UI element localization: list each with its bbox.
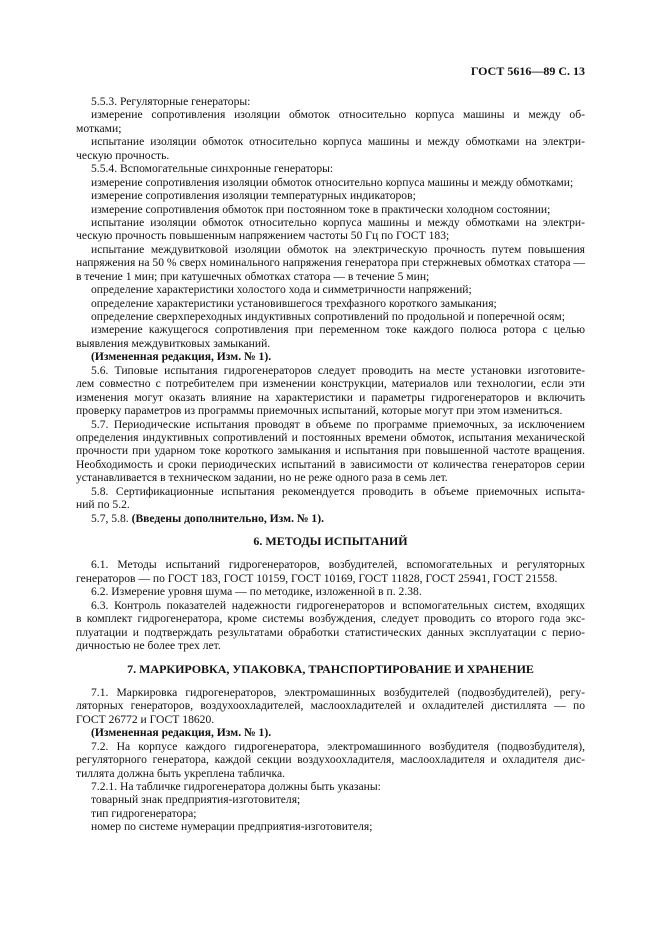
text-line: регуляторного генератора, каждой секции воздухоохладителя, маслоохладителя и охладителя дис- (76, 753, 585, 767)
amendment-note (76, 726, 585, 739)
amendment-note (76, 512, 585, 525)
document-body (76, 95, 585, 834)
text-line: 5.5.3. Регуляторные генераторы: (91, 95, 251, 108)
paragraph (76, 780, 585, 793)
text-line: (Измененная редакция, Изм. № 1). (91, 726, 272, 740)
paragraph (76, 203, 585, 216)
paragraph (76, 807, 585, 820)
text-line: тиллята должна быть укреплена табличка. (76, 766, 285, 780)
text-line: измерение сопротивления изоляции температурных индикаторов; (91, 189, 416, 203)
paragraph (76, 740, 585, 780)
paragraph (76, 485, 585, 512)
paragraph (76, 418, 585, 485)
text-line: выявления междувитковых замыканий. (76, 336, 271, 350)
heading-text: 7. МАРКИРОВКА, УПАКОВКА, ТРАНСПОРТИРОВАНИЕ И ХРАНЕНИЕ (127, 661, 534, 676)
text-line: определение характеристики холостого хода и симметричности напряжений; (91, 283, 472, 297)
paragraph (76, 820, 585, 833)
paragraph (76, 323, 585, 350)
text-line: ческую прочность. (76, 148, 170, 162)
paragraph (76, 135, 585, 162)
text-line: испытание изоляции обмоток относительно корпуса машины и между обмотками на электри- (91, 135, 585, 149)
section-heading (76, 663, 585, 676)
paragraph (76, 162, 585, 175)
text-line: изменения могут оказать влияние на характеристики и параметры гидрогенераторов и включить (76, 390, 585, 404)
page-header: ГОСТ 5616—89 С. 13 (470, 64, 585, 78)
text-line: проверку параметров из программы приемочных испытаний, которые могут при этом измениться. (76, 404, 563, 418)
text-line: измерение сопротивления изоляции обмоток относительно корпуса машины и между об- (91, 108, 585, 122)
text-line: ГОСТ 26772 и ГОСТ 18620. (76, 712, 215, 726)
text-line: 5.5.4. Вспомогательные синхронные генераторы: (91, 162, 334, 176)
text-line: генераторов — по ГОСТ 183, ГОСТ 10159, ГОСТ 10169, ГОСТ 11828, ГОСТ 25941, ГОСТ 21558. (76, 571, 558, 585)
clause-ref: 5.7, 5.8. (91, 511, 132, 525)
text-line: 7.2. На корпусе каждого гидрогенератора, электромашинного возбудителя (подвозбудителя), (91, 739, 585, 753)
text-line: 7.2.1. На табличке гидрогенератора должны быть указаны: (91, 780, 381, 793)
text-line: 5.8. Сертификационные испытания рекомендуется проводить в объеме приемочных испыта- (91, 484, 585, 498)
paragraph (76, 686, 585, 726)
text-line: испытание междувитковой изоляции обмоток на электрическую прочность путем повышения (91, 242, 585, 256)
paragraph (76, 189, 585, 202)
text-line: определение характеристики установившегося трехфазного короткого замыкания; (91, 296, 497, 310)
text-line: определение сверхпереходных индуктивных сопротивлений по продольной и поперечной осям; (91, 310, 565, 323)
text-line: 7.1. Маркировка гидрогенераторов, электромашинных возбудителей (подвозбудителей), регу- (91, 685, 585, 699)
text-line: определения индуктивных сопротивлений и постоянных времени обмоток, испытания механической (76, 430, 585, 444)
text-line: товарный знак предприятия-изготовителя; (91, 793, 301, 807)
text-line: тип гидрогенератора; (91, 806, 197, 820)
text-line: ческую прочность повышенным напряжением частоты 50 Гц по ГОСТ 183; (76, 229, 450, 243)
paragraph (76, 297, 585, 310)
text-line: ний по 5.2. (76, 498, 130, 512)
text-line: Необходимость и сроки периодических испытаний в зависимости от количества генераторов серии (76, 457, 585, 471)
text-line: измерение сопротивления изоляции обмоток относительно корпуса машины и между обмотками; (91, 175, 574, 189)
text-line: номер по системе нумерации предприятия-изготовителя; (91, 820, 373, 834)
text-line: лем совместно с потребителем при изменении конструкции, материалов или технологии, если эти (76, 377, 585, 391)
text-line: 6.1. Методы испытаний гидрогенераторов, возбудителей, вспомогательных и регуляторных (91, 558, 585, 572)
text-line: испытание изоляции обмоток относительно корпуса машины и между обмотками на электри- (91, 215, 585, 229)
paragraph (76, 283, 585, 296)
text-line: измерение сопротивления обмоток при постоянном токе в практически холодном состоянии; (91, 202, 551, 216)
text-line: плуатации и подтверждать результатами обработки статистических данных эксплуатации с перио- (76, 625, 585, 639)
text-line: 6.3. Контроль показателей надежности гидрогенераторов и вспомогательных систем, входящих (91, 598, 585, 612)
paragraph (76, 243, 585, 283)
text-line: напряжения на 50 % сверх номинального напряжения генератора при стержневых обмотках статора — (76, 256, 585, 270)
text-line: устанавливается в техническом задании, но не реже одного раза в семь лет. (76, 471, 448, 485)
text-line: 5.6. Типовые испытания гидрогенераторов следует проводить на месте установки изготовите- (91, 363, 585, 377)
amendment-note (76, 350, 585, 363)
paragraph (76, 108, 585, 135)
text-line: ляторных генераторов, воздухоохладителей, маслоохладителей и охладителей дистиллята — по (76, 699, 585, 713)
text-line: 6.2. Измерение уровня шума — по методике, изложенной в п. 2.38. (91, 585, 422, 599)
text-line: (Измененная редакция, Изм. № 1). (91, 350, 272, 364)
section-heading (76, 535, 585, 548)
paragraph (76, 95, 585, 108)
paragraph (76, 176, 585, 189)
text-line: прочности при ударном токе короткого замыкания и испытания при повышенной частоте вращения. (76, 444, 585, 458)
text-line: измерение кажущегося сопротивления при переменном токе каждого полюса ротора с целью (91, 323, 585, 337)
paragraph (76, 216, 585, 243)
paragraph (76, 364, 585, 418)
text-line: мотками; (76, 121, 122, 135)
paragraph (76, 585, 585, 598)
text-line: в течение 1 мин; при катушечных обмотках статора — в течение 5 мин; (76, 269, 430, 283)
heading-text: 6. МЕТОДЫ ИСПЫТАНИЙ (253, 534, 408, 548)
text-line: в комплект гидрогенератора, кроме системы возбуждения, следует проводить со второго года экс- (76, 612, 585, 626)
paragraph (76, 310, 585, 323)
paragraph (76, 558, 585, 585)
text-line: дичностью не более трех лет. (76, 639, 221, 653)
paragraph (76, 793, 585, 806)
text-line (76, 512, 585, 525)
paragraph (76, 599, 585, 653)
text-line: 5.7. Периодические испытания проводят в объеме по программе приемочных, за исключением (91, 417, 585, 431)
amendment-text: (Введены дополнительно, Изм. № 1). (131, 511, 324, 525)
